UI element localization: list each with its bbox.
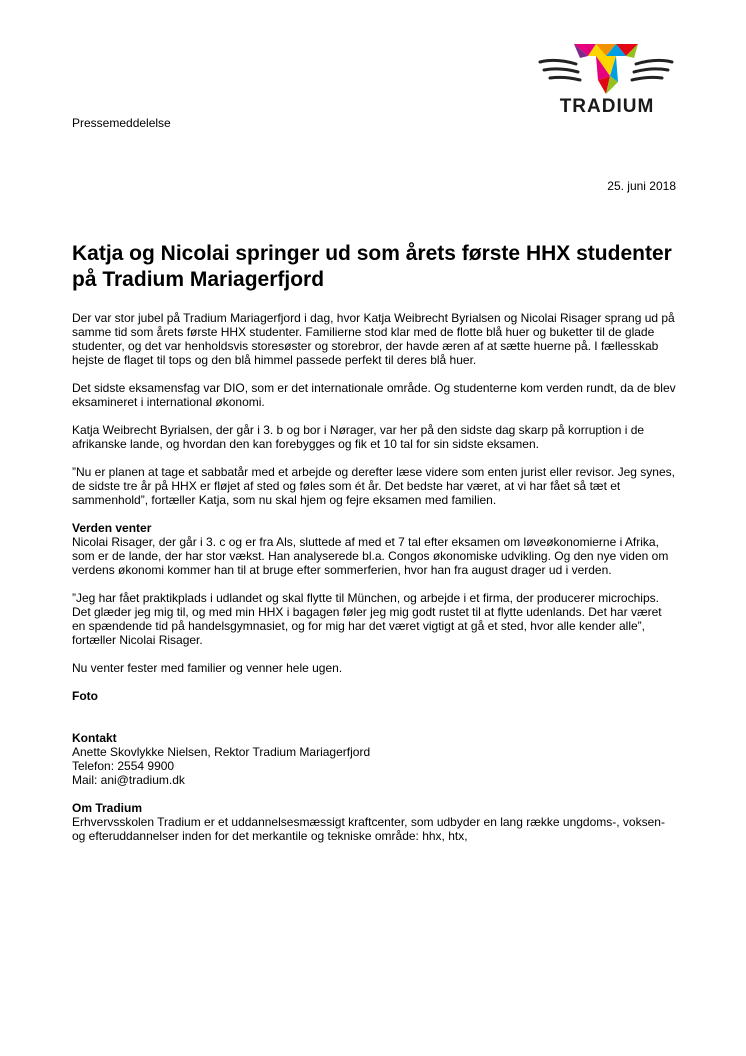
about-text: Erhvervsskolen Tradium er et uddannelsesmæssigt kraftcenter, som udbyder en lang række ungdoms-, voksen- og efteruddannelser inden for det merkantile og tekniske område: hhx, htx,: [72, 815, 665, 843]
section-heading-verden-venter: Verden venter: [72, 521, 152, 535]
press-release-headline: Katja og Nicolai springer ud som årets første HHX studenter på Tradium Mariagerfjord: [72, 242, 672, 291]
contact-mail: Mail: ani@tradium.dk: [72, 773, 185, 787]
press-release-body: [72, 311, 678, 857]
paragraph-exam-subject: Det sidste eksamensfag var DIO, som er det internationale område. Og studenterne kom verden rundt, da de blev eksamineret i international økonomi.: [72, 381, 676, 409]
document-date: 25. juni 2018: [607, 179, 676, 193]
paragraph-intro: Der var stor jubel på Tradium Mariagerfjord i dag, hvor Katja Weibrecht Byrialsen og Nicolai Risager sprang ud på samme tid som årets første HHX studenter. Familierne stod klar med de flotte blå huer og buketter til de glade studenter, og det var henholdsvis storesøster og storebror, der havde æren af at sætte huerne på. I fællesskab hejste de flaget til tops og den blå himmel passede perfekt til deres blå huer.: [72, 311, 675, 367]
foto-heading: Foto: [72, 689, 98, 703]
section-verden-venter: [72, 521, 678, 577]
paragraph-nicolai: Nicolai Risager, der går i 3. c og er fra Als, sluttede af med et 7 tal efter eksamen om løveøkonomierne i Afrika, som er de lande, der har stor vækst. Han analyserede bl.a. Congos økonomiske udvikling. Og den nye viden om verdens økonomi kommer han til at bruge efter sommerferien, hvor han fra august drager ud i verden.: [72, 535, 669, 577]
tradium-logo-text: TRADIUM: [559, 96, 655, 117]
document-type-label: Pressemeddelelse: [72, 116, 171, 130]
paragraph-nicolai-quote: ”Jeg har fået praktikplads i udlandet og skal flytte til München, og arbejde i et firma, der producerer microchips. Det glæder jeg mig til, og med min HHX i bagagen føler jeg mig godt rustet til at flytte udenlands. Det har været en spændende tid på handelsgymnasiet, og for mig har det været vigtigt at gå et sted, hvor alle kender alle”, fortæller Nicolai Risager.: [72, 591, 662, 647]
tradium-logo: [536, 40, 676, 120]
tradium-logo-mark: [536, 40, 676, 100]
about-heading: Om Tradium: [72, 801, 143, 815]
contact-phone: Telefon: 2554 9900: [72, 759, 175, 773]
paragraph-closing: Nu venter fester med familier og venner hele ugen.: [72, 661, 343, 675]
foto-label: [72, 689, 678, 703]
contact-heading: Kontakt: [72, 731, 117, 745]
paragraph-katja: Katja Weibrecht Byrialsen, der går i 3. b og bor i Nørager, var her på den sidste dag skarp på korruption i de afrikanske lande, og hvordan den kan forebygges og fik et 10 tal for sin sidste eksamen.: [72, 423, 645, 451]
contact-name: Anette Skovlykke Nielsen, Rektor Tradium Mariagerfjord: [72, 745, 371, 759]
contact-block: [72, 731, 678, 787]
about-block: [72, 801, 678, 843]
paragraph-katja-quote: ”Nu er planen at tage et sabbatår med et arbejde og derefter læse videre som enten jurist eller revisor. Jeg synes, de sidste tre år på HHX er fløjet af sted og føles som ét år. Det bedste har været, at vi har fået så tæt et sammenhold”, fortæller Katja, som nu skal hjem og fejre eksamen med familien.: [72, 465, 675, 507]
